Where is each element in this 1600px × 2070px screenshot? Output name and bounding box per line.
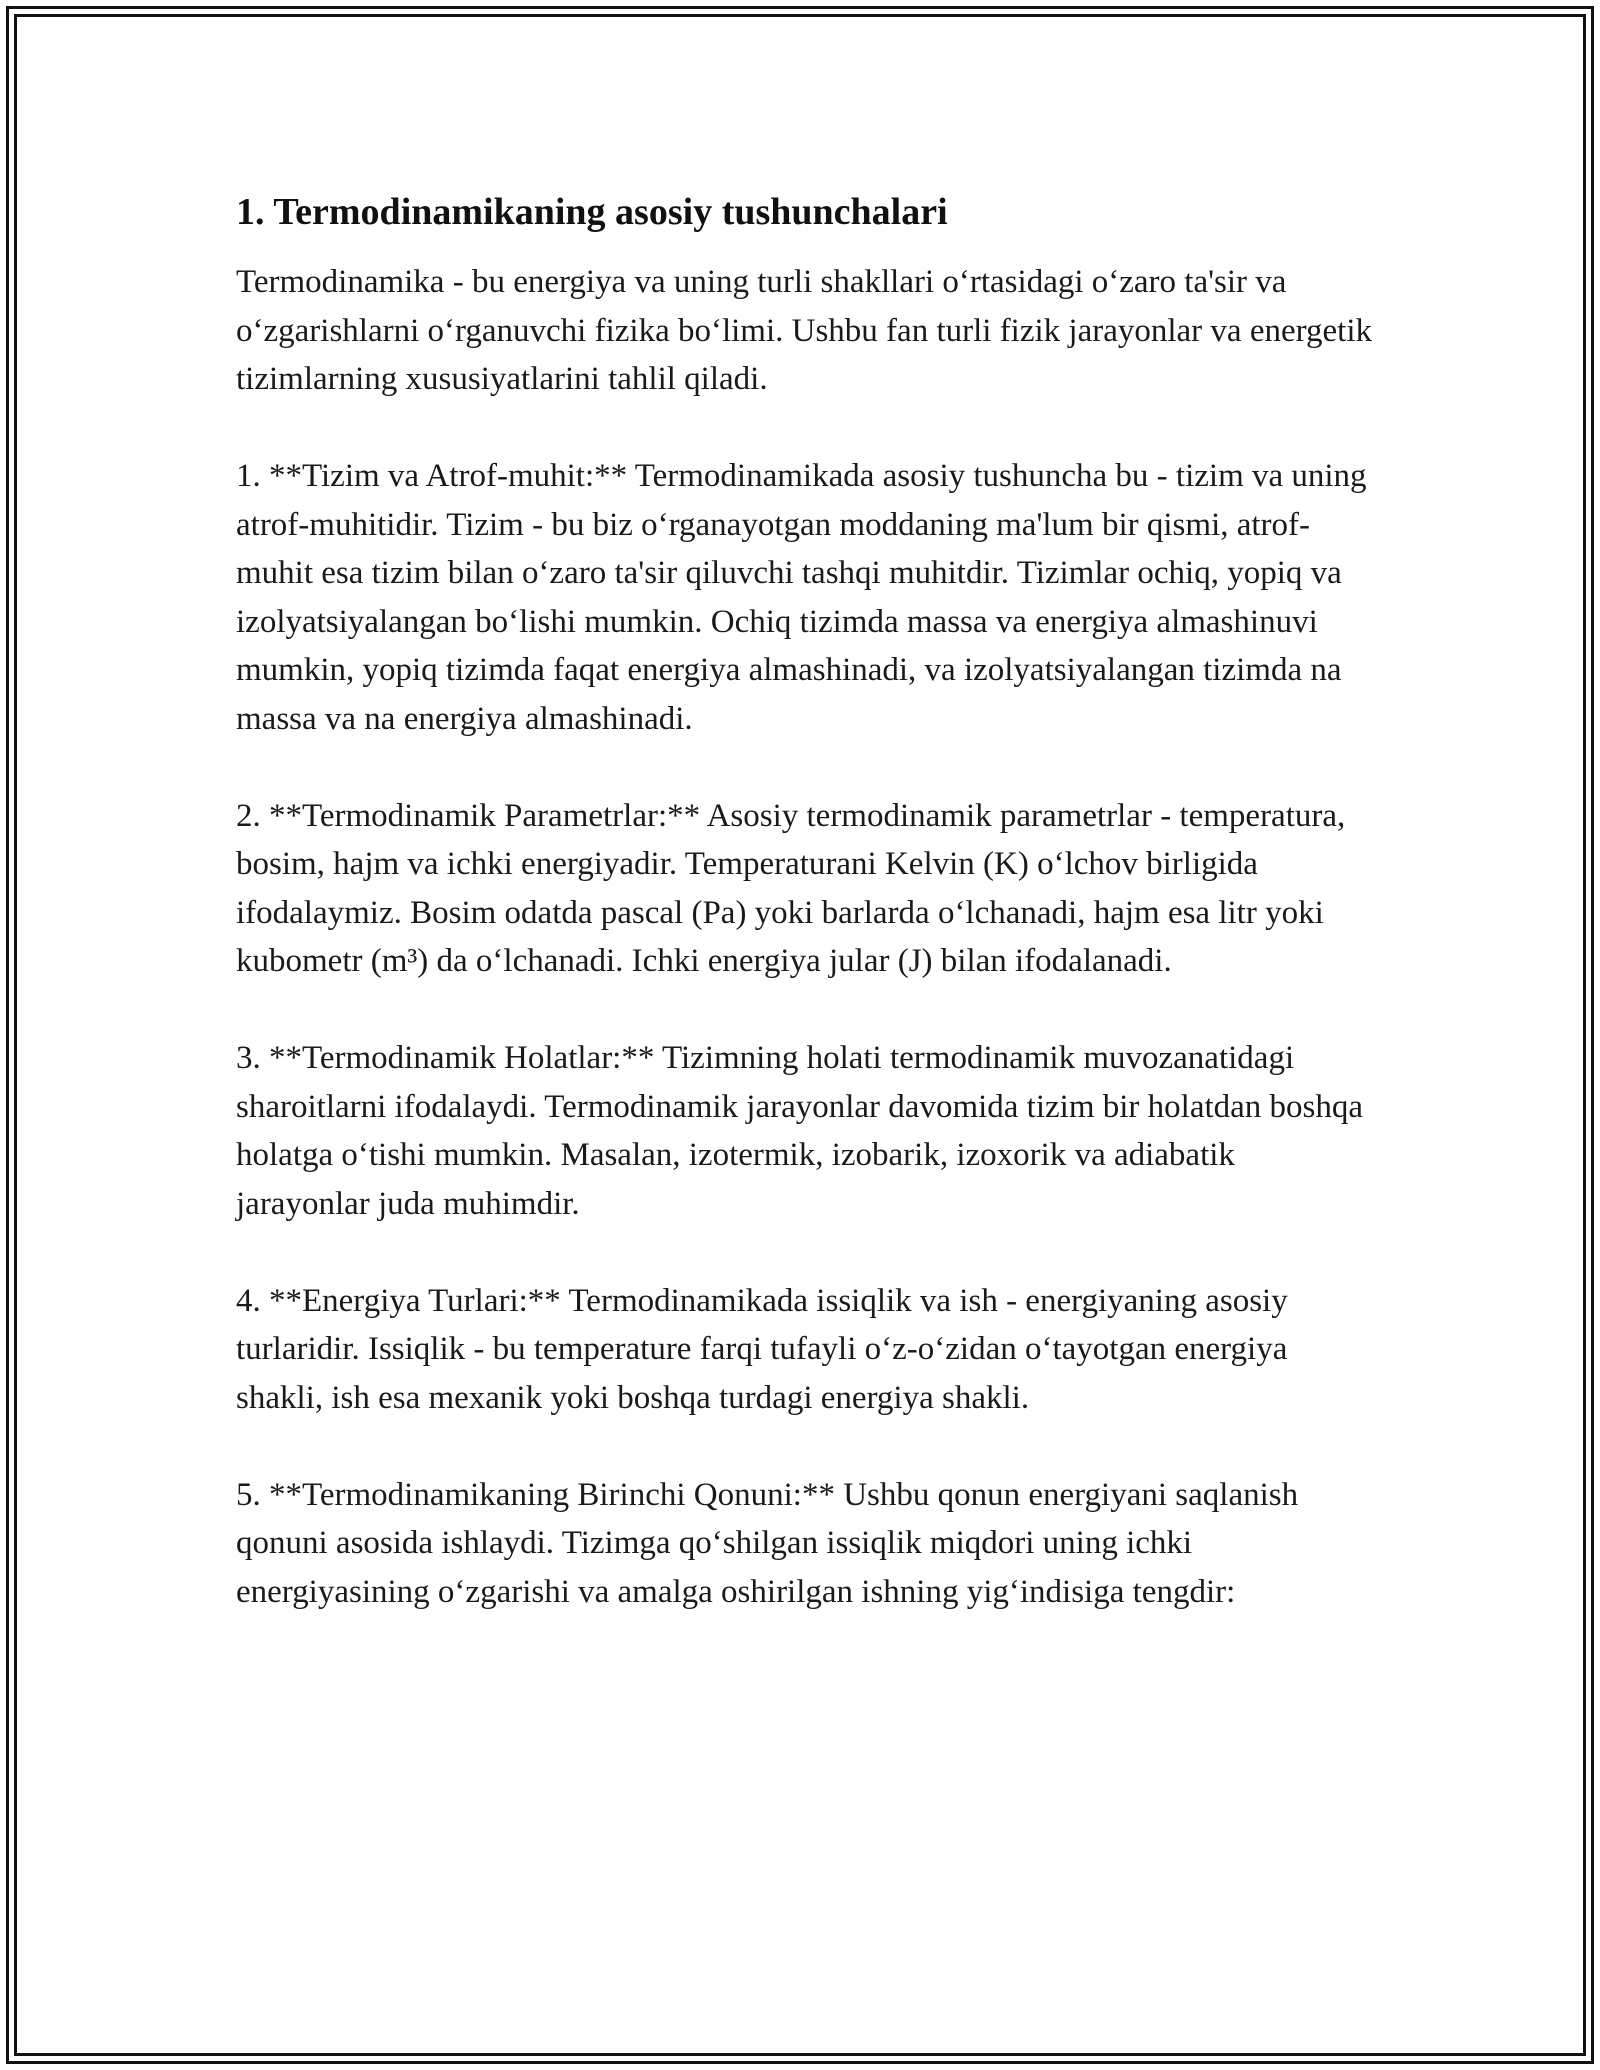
list-item-parameters: 2. **Termodinamik Parametrlar:** Asosiy termodinamik parametrlar - temperatura, bosim, hajm va ichki energiyadir. Temperaturani Kelvin (K) o‘lchov birligida ifodalaymiz. Bosim odatda pascal (Pa) yoki barlarda o‘lchanadi, hajm esa litr yoki kubometr (m³) da o‘lchanadi. Ichki energiya jular (J) bilan ifodalanadi. xyxy=(236,797,1346,979)
document-body xyxy=(236,186,1376,1616)
list-item-system-environment: 1. **Tizim va Atrof-muhit:** Termodinamikada asosiy tushuncha bu - tizim va uning atrof-muhitidir. Tizim - bu biz o‘rganayotgan moddaning ma'lum bir qismi, atrof-muhit esa tizim bilan o‘zaro ta'sir qiluvchi tashqi muhitdir. Tizimlar ochiq, yopiq va izolyatsiyalangan bo‘lishi mumkin. Ochiq tizimda massa va energiya almashinuvi mumkin, yopiq tizimda faqat energiya almashinadi, va izolyatsiyalangan tizimda na massa va na energiya almashinadi. xyxy=(236,458,1367,737)
intro-paragraph: Termodinamika - bu energiya va uning turli shakllari o‘rtasidagi o‘zaro ta'sir va o‘zgarishlarni o‘rganuvchi fizika bo‘limi. Ushbu fan turli fizik jarayonlar va energetik tizimlarning xususiyatlarini tahlil qiladi. xyxy=(236,264,1372,397)
list-item-states: 3. **Termodinamik Holatlar:** Tizimning holati termodinamik muvozanatidagi sharoitlarni ifodalaydi. Termodinamik jarayonlar davomida tizim bir holatdan boshqa holatga o‘tishi mumkin. Masalan, izotermik, izobarik, izoxorik va adiabatik jarayonlar juda muhimdir. xyxy=(236,1040,1364,1222)
list-item-first-law: 5. **Termodinamikaning Birinchi Qonuni:** Ushbu qonun energiyani saqlanish qonuni asosida ishlaydi. Tizimga qo‘shilgan issiqlik miqdori uning ichki energiyasining o‘zgarishi va amalga oshirilgan ishning yig‘indisiga tengdir: xyxy=(236,1476,1299,1610)
list-item-energy-types: 4. **Energiya Turlari:** Termodinamikada issiqlik va ish - energiyaning asosiy turlaridir. Issiqlik - bu temperature farqi tufayli o‘z-o‘zidan o‘tayotgan energiya shakli, ish esa mexanik yoki boshqa turdagi energiya shakli. xyxy=(236,1282,1288,1416)
section-title: 1. Termodinamikaning asosiy tushunchalari xyxy=(236,191,948,233)
